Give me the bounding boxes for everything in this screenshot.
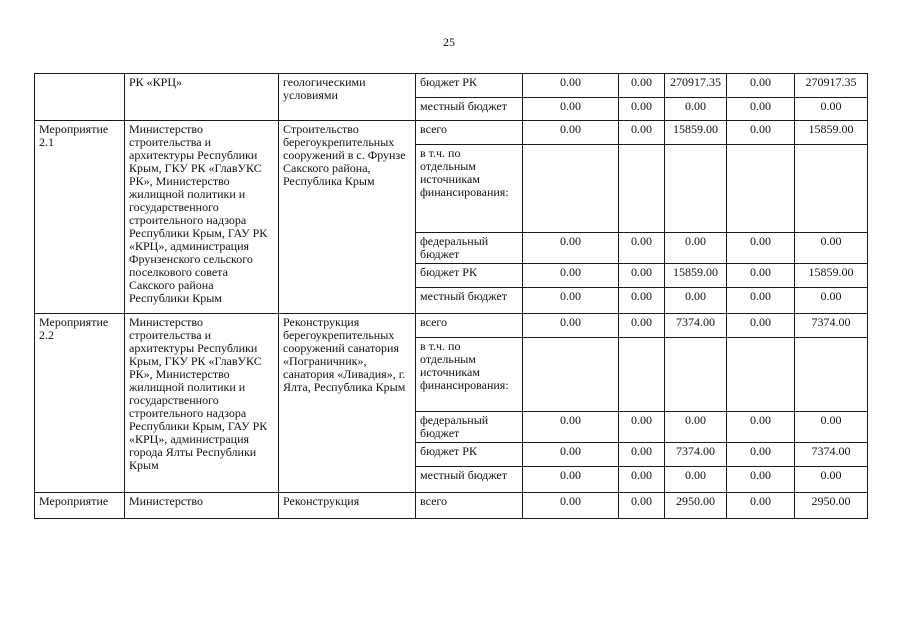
value-cell: 0.00 [523, 288, 619, 314]
table-row [35, 314, 868, 338]
funding-source-cell: всего [416, 314, 523, 338]
value-cell [727, 145, 795, 233]
funding-source-cell: в т.ч. по отдельным источникам финансирования: [416, 338, 523, 412]
funding-source-cell: бюджет РК [416, 74, 523, 98]
value-cell: 0.00 [665, 98, 727, 121]
value-cell: 0.00 [523, 233, 619, 264]
funding-source-cell: бюджет РК [416, 443, 523, 467]
funding-source-cell: федеральный бюджет [416, 233, 523, 264]
value-cell [665, 338, 727, 412]
value-cell [619, 145, 665, 233]
value-cell: 0.00 [619, 443, 665, 467]
value-cell: 0.00 [523, 264, 619, 288]
responsible-cell: Министерство строительства и архитектуры Республики Крым, ГКУ РК «ГлавУКС РК», Министерство жилищной политики и государственного строительного надзора Республики Крым, ГАУ РК «КРЦ», администрация города Ялты Республики Крым [125, 314, 279, 493]
funding-source-cell: местный бюджет [416, 288, 523, 314]
value-cell: 0.00 [523, 314, 619, 338]
budget-table [34, 73, 868, 519]
value-cell: 0.00 [523, 467, 619, 493]
value-cell: 0.00 [619, 98, 665, 121]
responsible-cell: Министерство строительства и архитектуры Республики Крым, ГКУ РК «ГлавУКС РК», Министерство жилищной политики и государственного строительного надзора Республики Крым, ГАУ РК «КРЦ», администрация Фрунзенского сельского поселкового совета Сакского района Республики Крым [125, 121, 279, 314]
value-cell: 7374.00 [665, 314, 727, 338]
value-cell: 0.00 [795, 233, 868, 264]
value-cell: 0.00 [523, 412, 619, 443]
description-cell: Реконструкция [279, 493, 416, 519]
value-cell: 0.00 [795, 467, 868, 493]
table-row [35, 493, 868, 519]
value-cell: 15859.00 [665, 264, 727, 288]
value-cell: 0.00 [727, 314, 795, 338]
value-cell: 0.00 [727, 288, 795, 314]
page-number: 25 [443, 35, 455, 49]
funding-source-cell: всего [416, 493, 523, 519]
measure-cell: Мероприятие [35, 493, 125, 519]
value-cell: 0.00 [619, 121, 665, 145]
value-cell: 7374.00 [795, 314, 868, 338]
measure-cell: Мероприятие 2.2 [35, 314, 125, 493]
value-cell: 0.00 [727, 493, 795, 519]
value-cell: 0.00 [665, 467, 727, 493]
value-cell: 0.00 [727, 98, 795, 121]
value-cell: 0.00 [619, 412, 665, 443]
description-cell: Реконструкция берегоукрепительных сооружений санатория «Пограничник», санатория «Ливадия», г. Ялта, Республика Крым [279, 314, 416, 493]
value-cell: 0.00 [727, 467, 795, 493]
funding-source-cell: местный бюджет [416, 467, 523, 493]
value-cell: 0.00 [619, 467, 665, 493]
value-cell: 0.00 [523, 493, 619, 519]
value-cell: 15859.00 [795, 121, 868, 145]
value-cell: 7374.00 [795, 443, 868, 467]
value-cell: 15859.00 [665, 121, 727, 145]
responsible-cell: РК «КРЦ» [125, 74, 279, 121]
value-cell: 0.00 [795, 412, 868, 443]
value-cell: 0.00 [727, 74, 795, 98]
responsible-cell: Министерство [125, 493, 279, 519]
value-cell: 0.00 [523, 121, 619, 145]
description-cell: Строительство берегоукрепительных сооружений в с. Фрунзе Сакского района, Республика Крым [279, 121, 416, 314]
value-cell: 0.00 [619, 288, 665, 314]
value-cell: 0.00 [727, 443, 795, 467]
funding-source-cell: местный бюджет [416, 98, 523, 121]
funding-source-cell: всего [416, 121, 523, 145]
value-cell: 0.00 [619, 233, 665, 264]
value-cell: 7374.00 [665, 443, 727, 467]
value-cell: 0.00 [619, 264, 665, 288]
value-cell: 0.00 [665, 288, 727, 314]
value-cell [619, 338, 665, 412]
value-cell: 0.00 [523, 98, 619, 121]
measure-cell [35, 74, 125, 121]
value-cell: 0.00 [795, 98, 868, 121]
value-cell [727, 338, 795, 412]
funding-source-cell: федеральный бюджет [416, 412, 523, 443]
value-cell [523, 145, 619, 233]
value-cell: 0.00 [727, 264, 795, 288]
value-cell: 0.00 [619, 314, 665, 338]
value-cell: 0.00 [619, 493, 665, 519]
value-cell: 0.00 [523, 74, 619, 98]
value-cell: 0.00 [665, 412, 727, 443]
value-cell [523, 338, 619, 412]
value-cell: 0.00 [665, 233, 727, 264]
value-cell: 0.00 [795, 288, 868, 314]
value-cell [795, 145, 868, 233]
table-row [35, 74, 868, 98]
value-cell: 270917.35 [665, 74, 727, 98]
value-cell: 2950.00 [665, 493, 727, 519]
value-cell: 2950.00 [795, 493, 868, 519]
value-cell: 0.00 [727, 233, 795, 264]
table-row [35, 121, 868, 145]
measure-cell: Мероприятие 2.1 [35, 121, 125, 314]
value-cell: 0.00 [523, 443, 619, 467]
value-cell: 0.00 [727, 121, 795, 145]
value-cell: 0.00 [727, 412, 795, 443]
funding-source-cell: бюджет РК [416, 264, 523, 288]
description-cell: геологическими условиями [279, 74, 416, 121]
value-cell [795, 338, 868, 412]
value-cell: 270917.35 [795, 74, 868, 98]
value-cell: 15859.00 [795, 264, 868, 288]
value-cell [665, 145, 727, 233]
funding-source-cell: в т.ч. по отдельным источникам финансирования: [416, 145, 523, 233]
value-cell: 0.00 [619, 74, 665, 98]
